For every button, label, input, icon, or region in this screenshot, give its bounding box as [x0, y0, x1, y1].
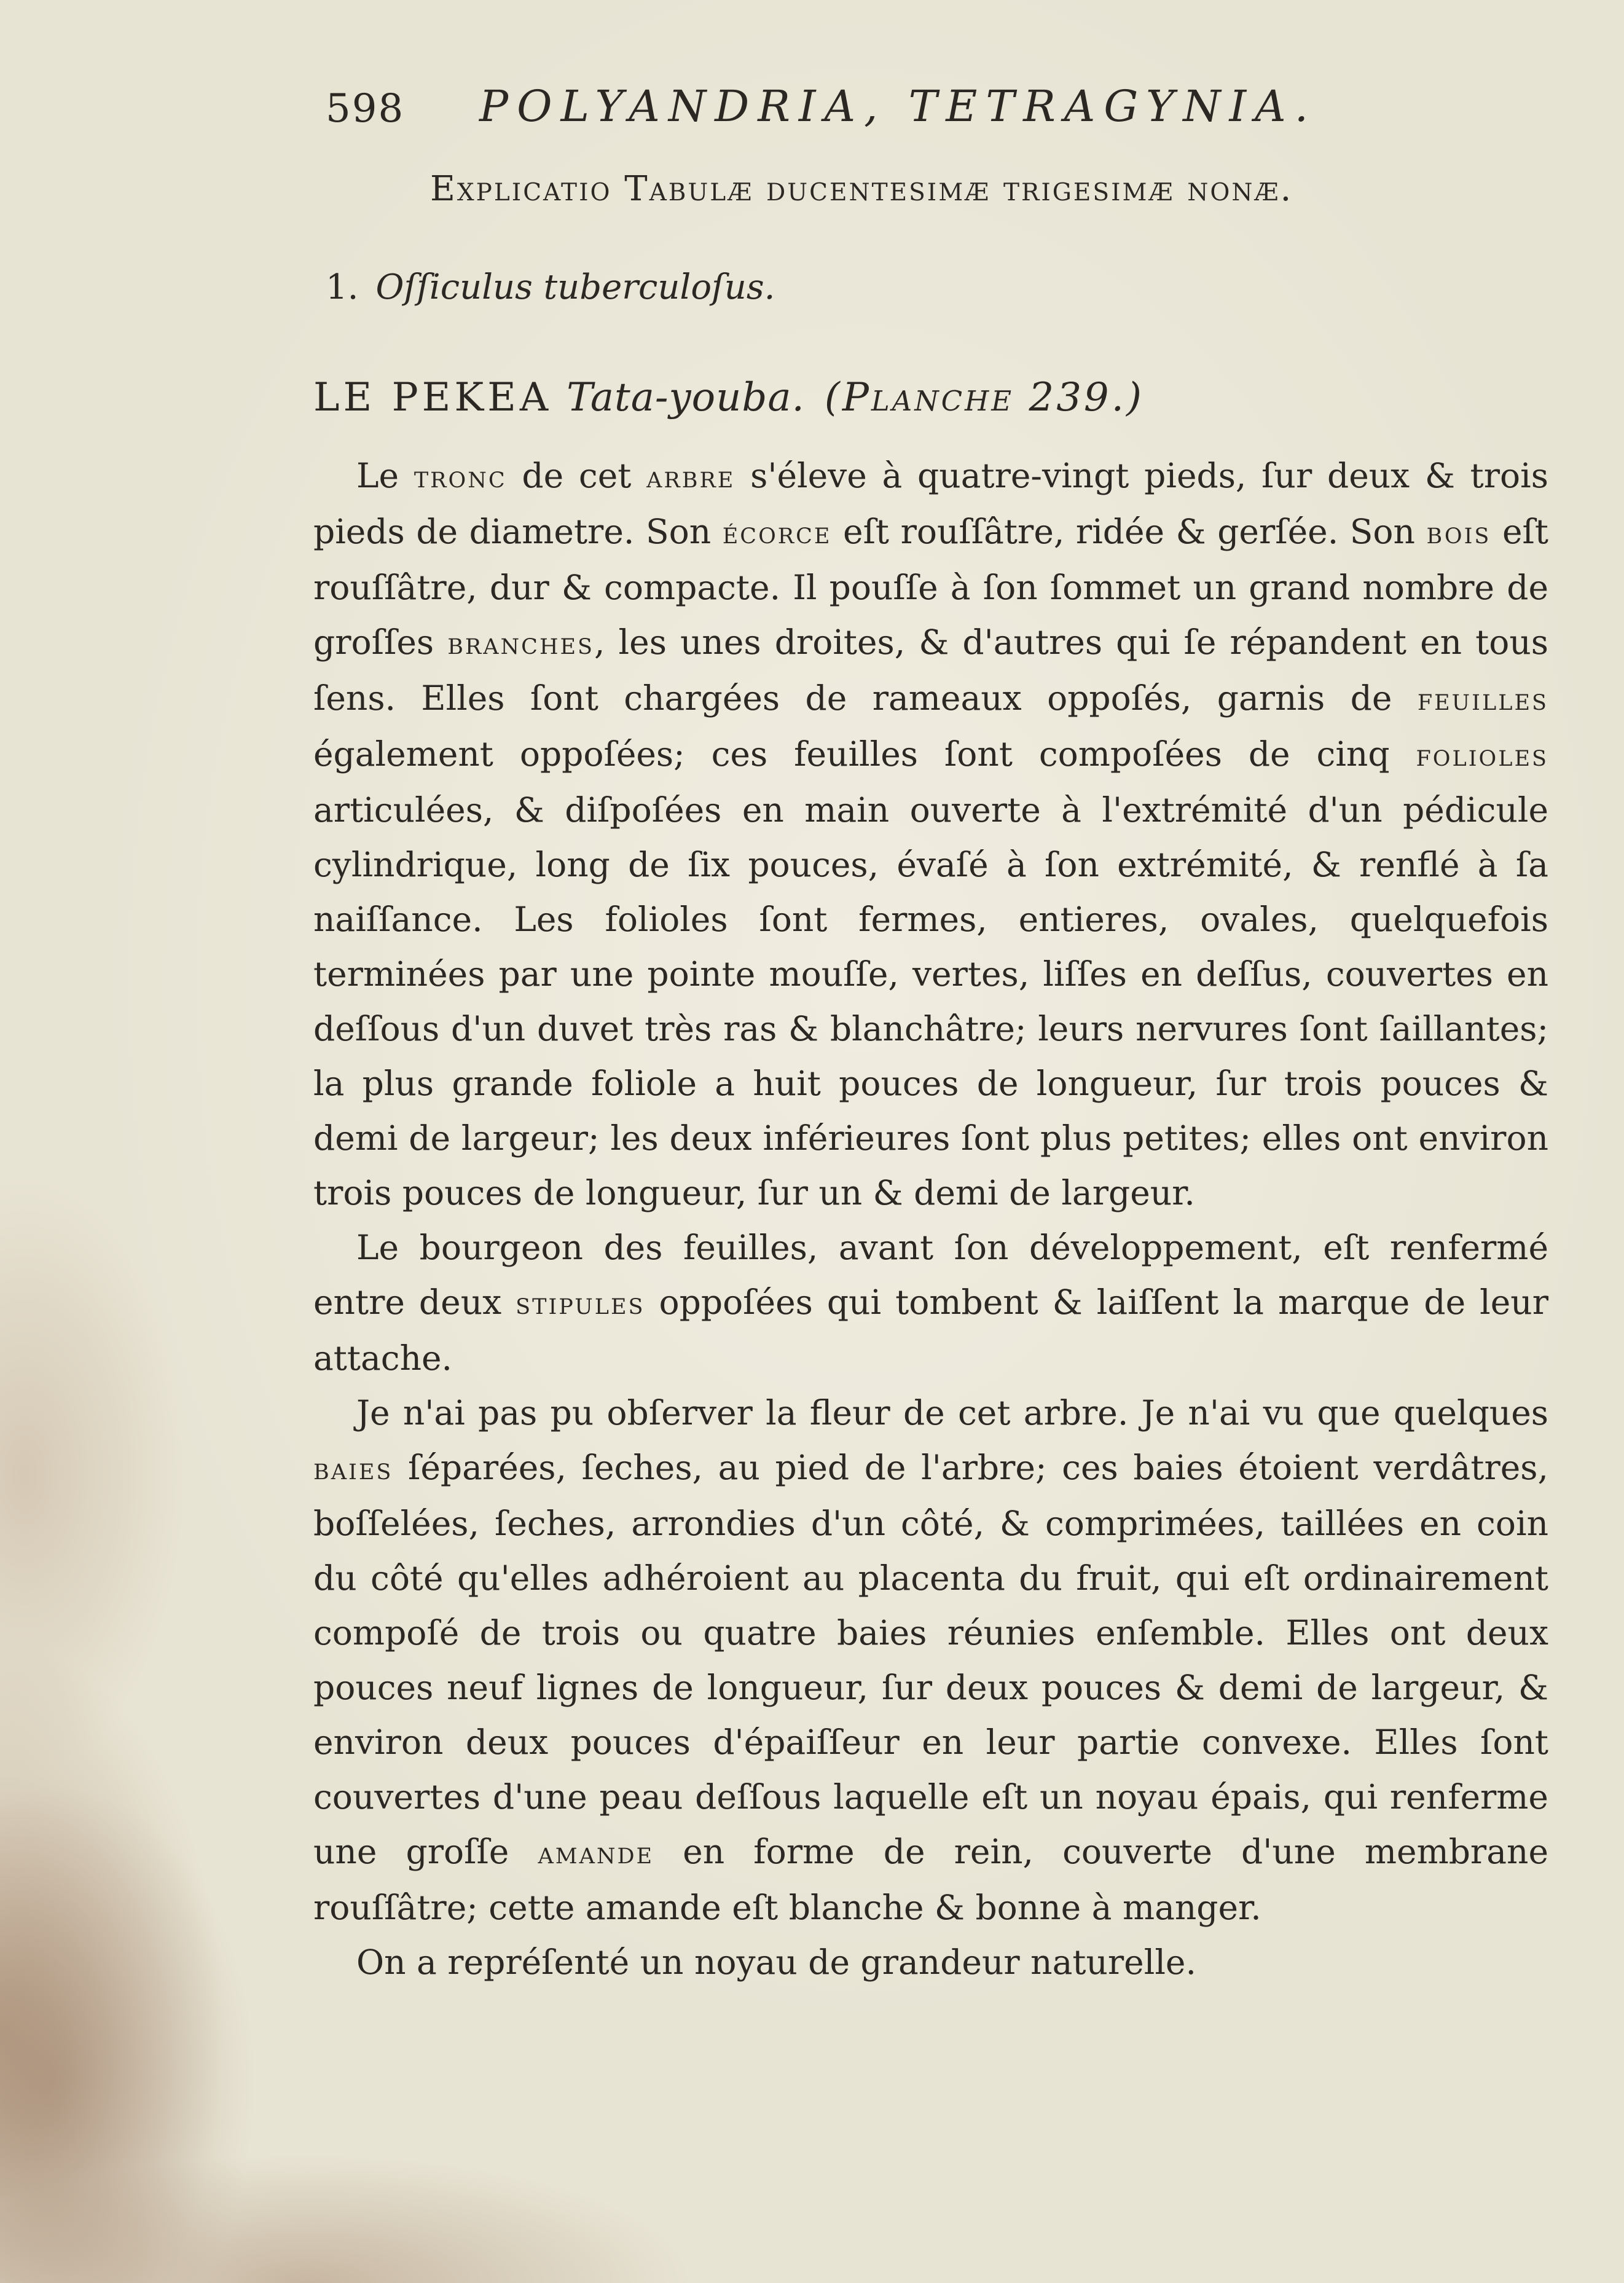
plant-native-name: Tata-youba.: [567, 375, 805, 420]
paper-stain: [0, 1782, 258, 2283]
text-run: ſéparées, ſeches, au pied de l'arbre; ces baies étoient verdâtres, boſſelées, ſeches, arrondies d'un côté, & comprimées, taillées en coin du côté qu'elles adhéroient au placenta du fruit, qui eſt ordinairement compoſé de trois ou quatre baies réunies enſemble. Elles ont deux pouces neuf lignes de longueur, ſur deux pouces & demi de largeur, & environ deux pouces d'épaiſſeur en leur partie convexe. Elles ſont couvertes d'une peau deſſous laquelle eſt un noyau épais, qui renferme une groſſe: [313, 1448, 1548, 1871]
text-run: articulées, & diſpoſées en main ouverte à l'extrémité d'un pédicule cylindrique, long de ſix pouces, évaſé à ſon extrémité, & renflé à ſa naiſſance. Les folioles ſont fermes, entieres, ovales, quelquefois terminées par une pointe mouſſe, vertes, liſſes en deſſus, couvertes en deſſous d'un duvet très ras & blanchâtre; leurs nervures ſont ſaillantes; la plus grande foliole a huit pouces de longueur, ſur trois pouces & demi de largeur; les deux inférieures ſont plus petites; elles ont environ trois pouces de longueur, ſur un & demi de largeur.: [313, 790, 1548, 1212]
text-run: Le: [356, 456, 414, 495]
plate-reference: (Planche 239.): [824, 375, 1144, 420]
text-run: s'éleve à quatre-vingt pieds, ſur deux & trois pieds de diametre. Son: [313, 456, 1548, 551]
term-arbre: arbre: [646, 459, 736, 495]
plant-name: LE PEKEA: [313, 375, 552, 420]
description-body: [313, 449, 1548, 1990]
text-run: de cet: [506, 456, 647, 495]
figure-caption: [326, 267, 775, 307]
text-run: eſt rouſſâtre, ridée & gerſée. Son: [831, 512, 1427, 551]
text-run: Je n'ai pas pu obſerver la fleur de cet arbre. Je n'ai vu que quelques: [356, 1393, 1548, 1432]
text-run: en forme de rein, couverte d'une membrane rouſſâtre; cette amande eſt blanche & bonne à manger.: [313, 1832, 1548, 1927]
term-stipules: stipules: [516, 1286, 645, 1321]
term-tronc: tronc: [414, 459, 507, 495]
paragraph-trunk: [313, 449, 1548, 1220]
term-baies: baies: [313, 1451, 393, 1487]
text-run: On a repréſenté un noyau de grandeur naturelle.: [356, 1943, 1196, 1982]
running-title: POLYANDRIA, TETRAGYNIA.: [479, 81, 1317, 132]
text-run: eſt rouſſâtre, dur & compacte. Il pouſſe à ſon ſommet un grand nombre de groſſes: [313, 512, 1548, 662]
text-run: Le bourgeon des feuilles, avant ſon développement, eſt renfermé entre deux: [313, 1228, 1548, 1322]
paragraph-figure-note: [313, 1935, 1548, 1990]
term-bois: bois: [1426, 515, 1491, 551]
term-folioles: folioles: [1416, 737, 1548, 773]
plant-heading: [313, 375, 1144, 420]
text-run: , les unes droites, & d'autres qui ſe répandent en tous ſens. Elles ſont chargées de rameaux oppoſés, garnis de: [313, 623, 1548, 718]
term-branches: branches: [447, 626, 594, 661]
running-head: [313, 74, 1548, 147]
text-run: oppoſées qui tombent & laiſſent la marque de leur attache.: [313, 1283, 1549, 1378]
paragraph-bud: [313, 1220, 1548, 1386]
figure-number: 1.: [326, 267, 359, 307]
page-number: 598: [326, 86, 405, 132]
plate-explanation-heading: Explicatio Tabulæ ducentesimæ trigesimæ nonæ.: [430, 169, 1293, 209]
text-run: également oppoſées; ces feuilles ſont compoſées de cinq: [313, 734, 1416, 774]
paragraph-berries: [313, 1386, 1548, 1935]
term-feuilles: feuilles: [1417, 682, 1548, 717]
term-amande: amande: [538, 1835, 654, 1871]
term-ecorce: écorce: [722, 515, 832, 551]
figure-caption-text: Oſſiculus tuberculoſus.: [375, 267, 775, 307]
